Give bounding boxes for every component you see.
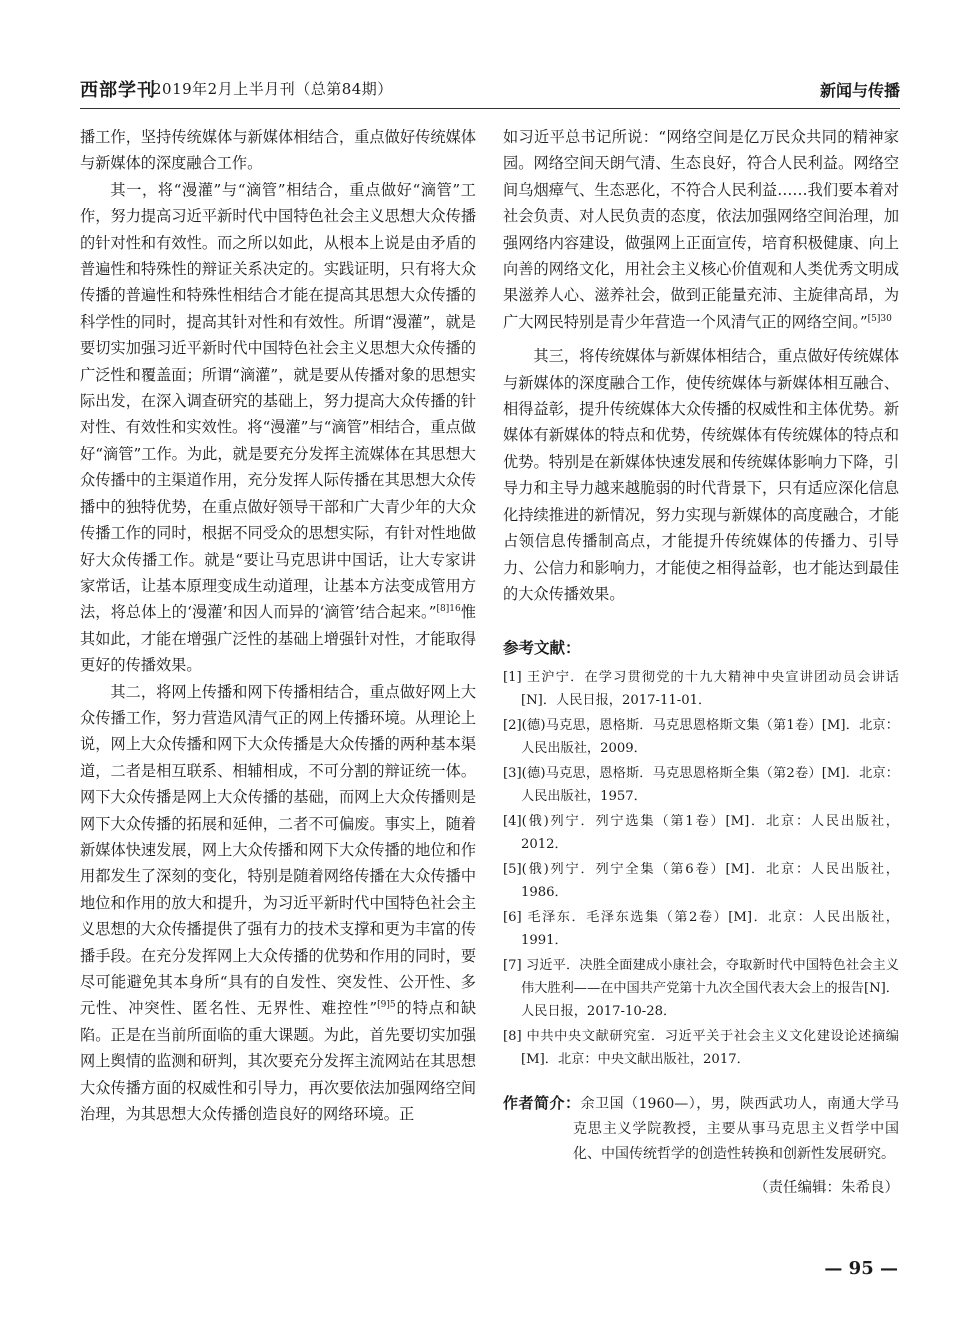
citation-marker: [5]30 — [867, 313, 892, 324]
page-header — [80, 76, 900, 102]
reference-item: [7] 习近平．决胜全面建成小康社会，夺取新时代中国特色社会主义伟大胜利——在中国共产党第十九次全国代表大会上的报告[N]．人民日报，2017-10-28． — [503, 957, 899, 1019]
citation-marker: [9]5 — [377, 1000, 396, 1011]
paragraph — [503, 124, 899, 335]
page-number: — 95 — — [824, 1258, 898, 1279]
issue-info: 2019年2月上半月刊（总第84期） — [152, 80, 393, 98]
reference-item: [6] 毛泽东．毛泽东选集（第2卷）[M]．北京：人民出版社，1991． — [503, 909, 899, 948]
references-list — [503, 666, 899, 1071]
header-rule — [80, 108, 900, 109]
paragraph: 播工作，坚持传统媒体与新媒体相结合，重点做好传统媒体与新媒体的深度融合工作。 — [80, 128, 476, 173]
left-column — [80, 124, 476, 1127]
paragraph — [80, 679, 476, 1128]
reference-item: [2](德)马克思，恩格斯．马克思恩格斯文集（第1卷）[M]．北京：人民出版社，2009． — [503, 717, 899, 756]
paragraph-text: 如习近平总书记所说：“网络空间是亿万民众共同的精神家园。网络空间天朗气清、生态良好，符合人民利益。网络空间乌烟瘴气、生态恶化，不符合人民利益……我们要本着对社会负责、对人民负责的态度，依法加强网络空间治理，加强网络内容建设，做强网上正面宣传，培育积极健康、向上向善的网络文化，用社会主义核心价值观和人类优秀文明成果滋养人心、滋养社会，做到正能量充沛、主旋律高昂，为广大网民特别是青少年营造一个风清气正的网络空间。” — [503, 128, 899, 331]
paragraph-text: 其一，将“漫灌”与“滴管”相结合，重点做好“滴管”工作，努力提高习近平新时代中国特色社会主义思想大众传播的针对性和有效性。而之所以如此，从根本上说是由矛盾的普遍性和特殊性的辩证关系决定的。实践证明，只有将大众传播的普遍性和特殊性相结合才能在提高其思想大众传播的科学性的同时，提高其针对性和有效性。所谓“漫灌”，就是要切实加强习近平新时代中国特色社会主义思想大众传播的广泛性和覆盖面；所谓“滴灌”，就是要从传播对象的思想实际出发，在深入调查研究的基础上，努力提高大众传播的针对性、有效性和实效性。将“漫灌”与“滴管”相结合，重点做好“滴管”工作。为此，就是要充分发挥主流媒体在其思想大众传播中的主渠道作用，充分发挥人际传播在其思想大众传播中的独特优势，在重点做好领导干部和广大青少年的大众传播工作的同时，根据不同受众的思想实际，有针对性地做好大众传播工作。就是“要让马克思讲中国话，让大专家讲家常话，让基本原理变成生动道理，让基本方法变成管用方法，将总体上的‘漫灌’和因人而异的‘滴管’结合起来。” — [80, 180, 476, 622]
author-bio — [503, 1091, 899, 1167]
paragraph: 其三，将传统媒体与新媒体相结合，重点做好传统媒体与新媒体的深度融合工作，使传统媒体与新媒体相互融合、相得益彰，提升传统媒体大众传播的权威性和主体优势。新媒体有新媒体的特点和优势，传统媒体有传统媒体的特点和优势。特别是在新媒体快速发展和传统媒体影响力下降，引导力和主导力越来越脆弱的时代背景下，只有适应深化信息化持续推进的新情况，努力实现与新媒体的高度融合，才能占领信息传播制高点，才能提升传统媒体的传播力、引导力、公信力和影响力，才能使之相得益彰，也才能达到最佳的大众传播效果。 — [503, 347, 899, 603]
references-heading: 参考文献： — [503, 638, 581, 658]
reference-item: [5](俄)列宁．列宁全集（第6卷）[M]．北京：人民出版社，1986． — [503, 861, 899, 900]
author-text: 余卫国（1960—），男，陕西武功人，南通大学马克思主义学院教授，主要从事马克思主义哲学中国化、中国传统哲学的创造性转换和创新性发展研究。 — [573, 1095, 899, 1162]
section-title: 新闻与传播 — [819, 81, 900, 100]
journal-title: 西部学刊 — [80, 80, 156, 101]
right-column — [503, 124, 899, 1201]
editor-credit: （责任编辑：朱希良） — [754, 1179, 899, 1196]
reference-item: [8] 中共中央文献研究室．习近平关于社会主义文化建设论述摘编[M]．北京：中央文献出版社，2017． — [503, 1028, 899, 1067]
paragraph-text: 惟其如此，才能在增强广泛性的基础上增强针对性，才能取得更好的传播效果。 — [80, 603, 477, 675]
reference-item: [1] 王沪宁．在学习贯彻党的十九大精神中央宣讲团动员会讲话[N]．人民日报，2017-11-01． — [503, 669, 899, 708]
reference-item: [3](德)马克思，恩格斯．马克思恩格斯全集（第2卷）[M]．北京：人民出版社，1957． — [503, 765, 899, 804]
citation-marker: [8]16 — [436, 604, 461, 615]
paragraph-text: 其二，将网上传播和网下传播相结合，重点做好网上大众传播工作，努力营造风清气正的网上传播环境。从理论上说，网上大众传播和网下大众传播是大众传播的两种基本渠道，二者是相互联系、相辅相成，不可分割的辩证统一体。网下大众传播是网上大众传播的基础，而网上大众传播则是网下大众传播的拓展和延伸，二者不可偏废。事实上，随着新媒体快速发展，网上大众传播和网下大众传播的地位和作用都发生了深刻的变化，特别是随着网络传播在大众传播中地位和作用的放大和提升，为习近平新时代中国特色社会主义思想的大众传播提供了强有力的技术支撑和更为丰富的传播手段。在充分发挥网上大众传播的优势和作用的同时，要尽可能避免其本身所“具有的自发性、突发性、公开性、多元性、冲突性、匿名性、无界性、难控性” — [80, 682, 476, 1018]
author-label: 作者简介： — [503, 1093, 581, 1112]
paragraph-text: 的特点和缺陷。正是在当前所面临的重大课题。为此，首先要切实加强网上舆情的监测和研判，其次要充分发挥主流网站在其思想大众传播方面的权威性和引导力，再次要依法加强网络空间治理，为其思想大众传播创造良好的网络环境。正 — [80, 999, 477, 1124]
paragraph — [80, 177, 476, 679]
reference-item: [4](俄)列宁．列宁选集（第1卷）[M]．北京：人民出版社，2012． — [503, 813, 899, 852]
